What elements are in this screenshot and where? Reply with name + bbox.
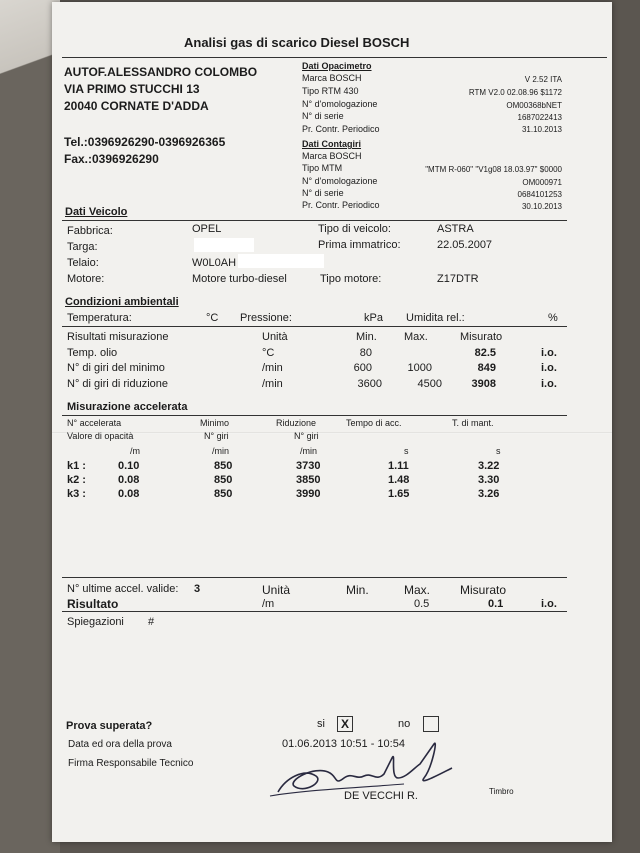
opacimetro-label: N° d'omologazione <box>302 99 378 109</box>
accelerata-header: Minimo <box>200 418 230 428</box>
accelerata-minimo: 850 <box>214 474 233 486</box>
risultati-row-max: 4500 <box>417 378 442 390</box>
pressione-label: Pressione: <box>240 312 292 324</box>
prova-si-mark: X <box>340 717 349 731</box>
motore-label: Motore: <box>67 273 105 285</box>
umidita-label: Umidita rel.: <box>406 312 465 324</box>
accelerata-minimo: 850 <box>214 460 233 472</box>
opacimetro-label: Tipo RTM 430 <box>302 86 359 96</box>
workshop-tel: Tel.:0396926290-0396926365 <box>64 135 226 149</box>
accelerata-subheader: Valore di opacità <box>67 431 134 441</box>
risultati-row-min: 80 <box>359 347 372 359</box>
accelerata-k: k2 : <box>67 474 86 486</box>
risultati-row-status: i.o. <box>541 347 557 359</box>
tipo-motore-value: Z17DTR <box>437 273 479 285</box>
risultato-status: i.o. <box>541 598 557 610</box>
risultati-row-value: 3908 <box>471 378 496 390</box>
accelerata-tempo-mant: 3.22 <box>478 460 500 472</box>
accelerata-header: T. di mant. <box>452 418 494 428</box>
fabbrica-label: Fabbrica: <box>67 225 113 237</box>
opacimetro-label: Marca BOSCH <box>302 73 362 83</box>
accelerata-opacita: 0.08 <box>118 488 140 500</box>
ambientali-heading: Condizioni ambientali <box>65 296 179 308</box>
risultato-max: 0.5 <box>414 598 430 610</box>
accelerata-header: Tempo di acc. <box>346 418 402 428</box>
ambientali-rule <box>62 326 567 327</box>
risultati-row-min: 3600 <box>357 378 382 390</box>
risultati-row-status: i.o. <box>541 378 557 390</box>
immatricolazione-label: Prima immatrico: <box>318 239 401 251</box>
risultati-row-max: 1000 <box>407 362 432 374</box>
opacimetro-value: 31.10.2013 <box>521 125 562 134</box>
timbro-label: Timbro <box>489 787 514 796</box>
accelerata-k: k1 : <box>67 460 86 472</box>
risultati-header-name: Risultati misurazione <box>67 331 169 343</box>
accelerata-k: k3 : <box>67 488 86 500</box>
spiegazioni-value: # <box>148 616 155 628</box>
accelerata-rule <box>62 415 567 416</box>
accelerata-tempo-mant: 3.26 <box>478 488 500 500</box>
accelerata-riduzione: 3730 <box>296 460 321 472</box>
accelerata-unit: /min <box>300 446 318 456</box>
risultati-row-min: 600 <box>353 362 372 374</box>
workshop-name: AUTOF.ALESSANDRO COLOMBO <box>64 65 258 79</box>
risultati-row-unit: °C <box>262 347 275 359</box>
targa-label: Targa: <box>67 241 98 253</box>
paper-fold <box>52 432 612 434</box>
contagiri-label: N° di serie <box>302 188 344 198</box>
background-left <box>0 0 60 853</box>
workshop-fax: Fax.:0396926290 <box>64 152 159 166</box>
accelerata-tempo-acc: 1.65 <box>388 488 410 500</box>
risultati-row-unit: /min <box>262 362 283 374</box>
contagiri-heading: Dati Contagiri <box>302 139 362 149</box>
accelerata-subheader: N° giri <box>294 431 319 441</box>
accelerata-opacita: 0.10 <box>118 460 140 472</box>
contagiri-value: OM000971 <box>522 178 562 187</box>
opacimetro-heading: Dati Opacimetro <box>302 61 372 71</box>
data-prova-label: Data ed ora della prova <box>68 739 172 750</box>
risultato-label: Risultato <box>67 597 119 611</box>
contagiri-value: 0684101253 <box>517 190 562 199</box>
accelerata-tempo-acc: 1.48 <box>388 474 410 486</box>
opacimetro-label: N° di serie <box>302 111 344 121</box>
accelerata-subheader: N° giri <box>204 431 229 441</box>
opacimetro-value: 1687022413 <box>517 113 562 122</box>
risultato-bottom-rule <box>62 611 567 612</box>
immatricolazione-value: 22.05.2007 <box>437 239 493 251</box>
risultato-header-unit: Unità <box>262 583 291 597</box>
spiegazioni-label: Spiegazioni <box>67 616 124 628</box>
opacimetro-label: Pr. Contr. Periodico <box>302 124 380 134</box>
risultato-value: 0.1 <box>488 598 504 610</box>
redacted-telaio <box>238 254 324 268</box>
contagiri-value: 30.10.2013 <box>521 202 562 211</box>
risultati-row-value: 82.5 <box>474 347 496 359</box>
contagiri-label: Tipo MTM <box>302 163 343 173</box>
telaio-label: Telaio: <box>67 257 99 269</box>
accelerata-tempo-mant: 3.30 <box>478 474 500 486</box>
accelerata-unit: s <box>496 446 501 456</box>
umidita-unit: % <box>548 312 558 324</box>
accel-valide-label: N° ultime accel. valide: <box>67 583 179 595</box>
tipo-motore-label: Tipo motore: <box>320 273 382 285</box>
title-rule <box>62 57 607 58</box>
risultati-row-name: Temp. olio <box>67 347 118 359</box>
veicolo-heading: Dati Veicolo <box>65 206 128 218</box>
contagiri-value: "MTM R-060" "V1g08 18.03.97" $0000 <box>425 165 562 174</box>
risultati-row-name: N° di giri di riduzione <box>67 378 168 390</box>
risultati-header-misurato: Misurato <box>460 331 503 343</box>
temperatura-unit: °C <box>206 312 219 324</box>
redacted-targa <box>194 238 254 252</box>
opacimetro-value: OM00368bNET <box>506 101 562 110</box>
prova-no-label: no <box>398 718 411 730</box>
accelerata-heading: Misurazione accelerata <box>67 401 188 413</box>
risultati-row-unit: /min <box>262 378 283 390</box>
workshop-street: VIA PRIMO STUCCHI 13 <box>64 82 200 96</box>
pressione-unit: kPa <box>364 312 383 324</box>
accelerata-opacita: 0.08 <box>118 474 140 486</box>
accel-valide-value: 3 <box>194 583 201 595</box>
accelerata-minimo: 850 <box>214 488 233 500</box>
risultato-header-max: Max. <box>404 583 431 597</box>
fabbrica-value: OPEL <box>192 223 222 235</box>
opacimetro-value: V 2.52 ITA <box>524 75 562 84</box>
prova-superata-label: Prova superata? <box>66 720 153 732</box>
accelerata-unit: /m <box>130 446 140 456</box>
risultati-row-status: i.o. <box>541 362 557 374</box>
firma-label: Firma Responsabile Tecnico <box>68 758 194 769</box>
risultato-unit: /m <box>262 598 275 610</box>
workshop-city: 20040 CORNATE D'ADDA <box>64 99 209 113</box>
risultato-top-rule <box>62 577 567 578</box>
veicolo-rule <box>62 220 567 221</box>
risultati-header-min: Min. <box>356 331 377 343</box>
accelerata-tempo-acc: 1.11 <box>388 460 409 472</box>
risultati-row-name: N° di giri del minimo <box>67 362 165 374</box>
contagiri-label: Marca BOSCH <box>302 151 362 161</box>
risultato-header-misurato: Misurato <box>460 583 507 597</box>
data-prova-value: 01.06.2013 10:51 - 10:54 <box>282 738 405 750</box>
prova-si-label: si <box>317 718 325 730</box>
telaio-value: W0L0AH <box>192 257 237 269</box>
risultati-row-value: 849 <box>477 362 496 374</box>
temperatura-label: Temperatura: <box>67 312 132 324</box>
contagiri-label: Pr. Contr. Periodico <box>302 200 380 210</box>
motore-value: Motore turbo-diesel <box>192 273 287 285</box>
tipo-veicolo-value: ASTRA <box>437 223 474 235</box>
accelerata-riduzione: 3850 <box>296 474 321 486</box>
accelerata-header: Riduzione <box>276 418 317 428</box>
tipo-veicolo-label: Tipo di veicolo: <box>318 223 391 235</box>
accelerata-unit: /min <box>212 446 230 456</box>
risultato-header-min: Min. <box>346 583 369 597</box>
background-paper-corner <box>0 0 60 100</box>
risultati-header-max: Max. <box>404 331 428 343</box>
risultati-header-unit: Unità <box>262 331 288 343</box>
document-title: Analisi gas di scarico Diesel BOSCH <box>184 35 410 50</box>
firma-name: DE VECCHI R. <box>344 790 418 802</box>
accelerata-unit: s <box>404 446 409 456</box>
contagiri-label: N° d'omologazione <box>302 176 378 186</box>
opacimetro-value: RTM V2.0 02.08.96 $1172 <box>468 88 562 97</box>
accelerata-header: N° accelerata <box>67 418 122 428</box>
accelerata-riduzione: 3990 <box>296 488 321 500</box>
